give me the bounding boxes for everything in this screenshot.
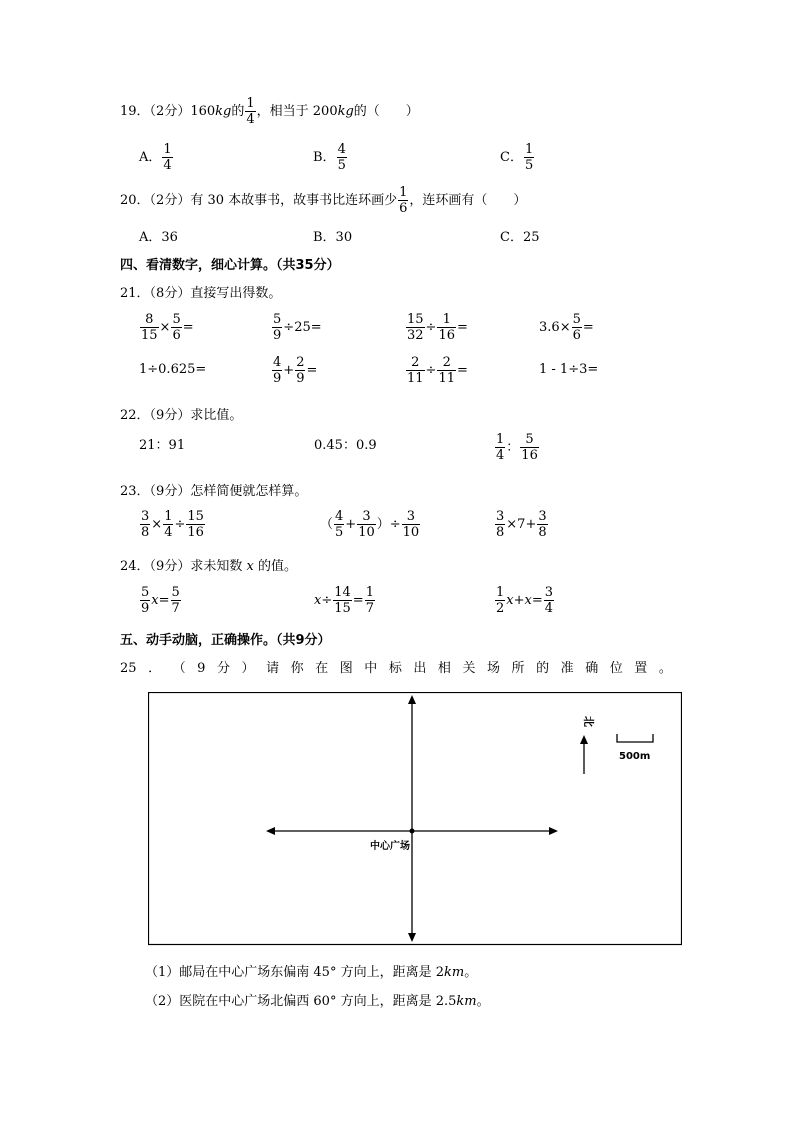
- q25-title-char: 确: [585, 661, 599, 676]
- q25-title-char: 你: [290, 661, 304, 676]
- q21-item-g: $\frac{2}{11}$ ÷ $\frac{2}{11}$ =: [407, 355, 468, 386]
- q22-title: 22．（9分）求比值。: [120, 408, 243, 423]
- q25-title-char: 9: [197, 661, 206, 676]
- q22-item-a: 21：91: [139, 438, 186, 453]
- q24-title: 24．（9分）求未知数 x 的值。: [120, 559, 297, 574]
- q25-title-char: ．: [148, 661, 162, 676]
- q19-option-c[interactable]: C． $\frac{1}{5}$: [500, 142, 534, 173]
- q23-title: 23．（9分）怎样简便就怎样算。: [120, 484, 308, 499]
- center-point: [410, 829, 415, 834]
- q25-title-char: 出: [413, 661, 427, 676]
- section-heading: 五、动手动脑，正确操作。（共9分）: [120, 633, 331, 648]
- q25-title: [120, 662, 672, 675]
- fraction: $\frac{1}{4}$: [246, 96, 255, 127]
- q21-item-d: 3.6× $\frac{5}{6}$ =: [539, 312, 594, 343]
- q20-option-a[interactable]: A．36: [139, 230, 178, 245]
- q23-item-b: （ $\frac{4}{5}$ + $\frac{3}{10}$ ）÷ $\frac{3}{10}$: [320, 509, 420, 540]
- scale-label: 500m: [619, 751, 651, 762]
- map-frame: [149, 693, 682, 945]
- north-label: 北: [582, 716, 595, 727]
- q25-sub-2: （2）医院在中心广场北偏西 60° 方向上，距离是 2.5km。: [145, 994, 490, 1009]
- q20-option-c[interactable]: C．25: [500, 230, 540, 245]
- south-arrow-head: [408, 933, 416, 942]
- q25-title-char: 准: [560, 661, 574, 676]
- q21-item-a: $\frac{8}{15}$ × $\frac{5}{6}$ =: [141, 312, 194, 343]
- q21-item-b: $\frac{5}{9}$ ÷25=: [273, 312, 322, 343]
- q25-title-char: 置: [634, 661, 648, 676]
- q24-item-a: $\frac{5}{9}$ x= $\frac{5}{7}$: [141, 585, 180, 616]
- q25-title-char: 中: [364, 661, 378, 676]
- q19-option-b[interactable]: B． $\frac{4}{5}$: [313, 142, 346, 173]
- q22-item-c: $\frac{1}{4}$ ： $\frac{5}{16}$: [496, 432, 538, 463]
- q25-title-char: 图: [339, 661, 353, 676]
- north-arrow-head: [408, 695, 416, 704]
- q21-item-f: $\frac{4}{9}$ + $\frac{2}{9}$ =: [273, 355, 318, 386]
- north-indicator-head: [580, 735, 588, 744]
- q21-item-e: 1÷0.625=: [139, 362, 207, 377]
- q22-item-b: 0.45：0.9: [314, 438, 377, 453]
- q25-title-char: 。: [658, 661, 672, 676]
- q25-title-char: 所: [511, 661, 525, 676]
- east-arrow-head: [549, 827, 558, 835]
- q25-title-char: 的: [536, 661, 550, 676]
- west-arrow-head: [266, 827, 275, 835]
- q24-item-c: $\frac{1}{2}$ x+x= $\frac{3}{4}$: [496, 585, 554, 616]
- q25-title-char: 标: [388, 661, 402, 676]
- q23-item-c: $\frac{3}{8}$ ×7+ $\frac{3}{8}$: [496, 509, 547, 540]
- q21-item-h: 1 - 1÷3=: [539, 362, 599, 377]
- q25-title-char: 相: [437, 661, 451, 676]
- q21-title: 21．（8分）直接写出得数。: [120, 286, 282, 301]
- q25-sub-1: （1）邮局在中心广场东偏南 45° 方向上，距离是 2km。: [145, 965, 478, 980]
- q25-title-char: 请: [266, 661, 280, 676]
- q19-stem: 19．（2分）160kg的 $\frac{1}{4}$ ，相当于 200kg的（ ）: [120, 96, 419, 127]
- q25-title-char: 分: [216, 661, 230, 676]
- q25-title-char: 关: [462, 661, 476, 676]
- section-heading: 四、看清数字，细心计算。（共35分）: [120, 258, 340, 273]
- q20-stem: 20．（2分）有 30 本故事书，故事书比连环画少 $\frac{1}{6}$ ，连环画有（ ）: [120, 185, 527, 216]
- scale-bar: [617, 734, 653, 742]
- q25-title-char: 25: [120, 661, 137, 676]
- map-figure: [148, 692, 682, 946]
- q25-title-char: 在: [315, 661, 329, 676]
- q25-title-char: （: [172, 661, 186, 676]
- q25-title-char: 场: [487, 661, 501, 676]
- q25-title-char: 位: [609, 661, 623, 676]
- q21-item-c: $\frac{15}{32}$ ÷ $\frac{1}{16}$ =: [407, 312, 468, 343]
- q25-title-char: ）: [241, 661, 255, 676]
- q20-option-b[interactable]: B．30: [313, 230, 353, 245]
- q24-item-b: x÷ $\frac{14}{15}$ = $\frac{1}{7}$: [314, 585, 374, 616]
- q23-item-a: $\frac{3}{8}$ × $\frac{1}{4}$ ÷ $\frac{15}{16}$: [141, 509, 204, 540]
- center-label: 中心广场: [370, 841, 410, 852]
- q19-option-a[interactable]: A． $\frac{1}{4}$: [139, 142, 172, 173]
